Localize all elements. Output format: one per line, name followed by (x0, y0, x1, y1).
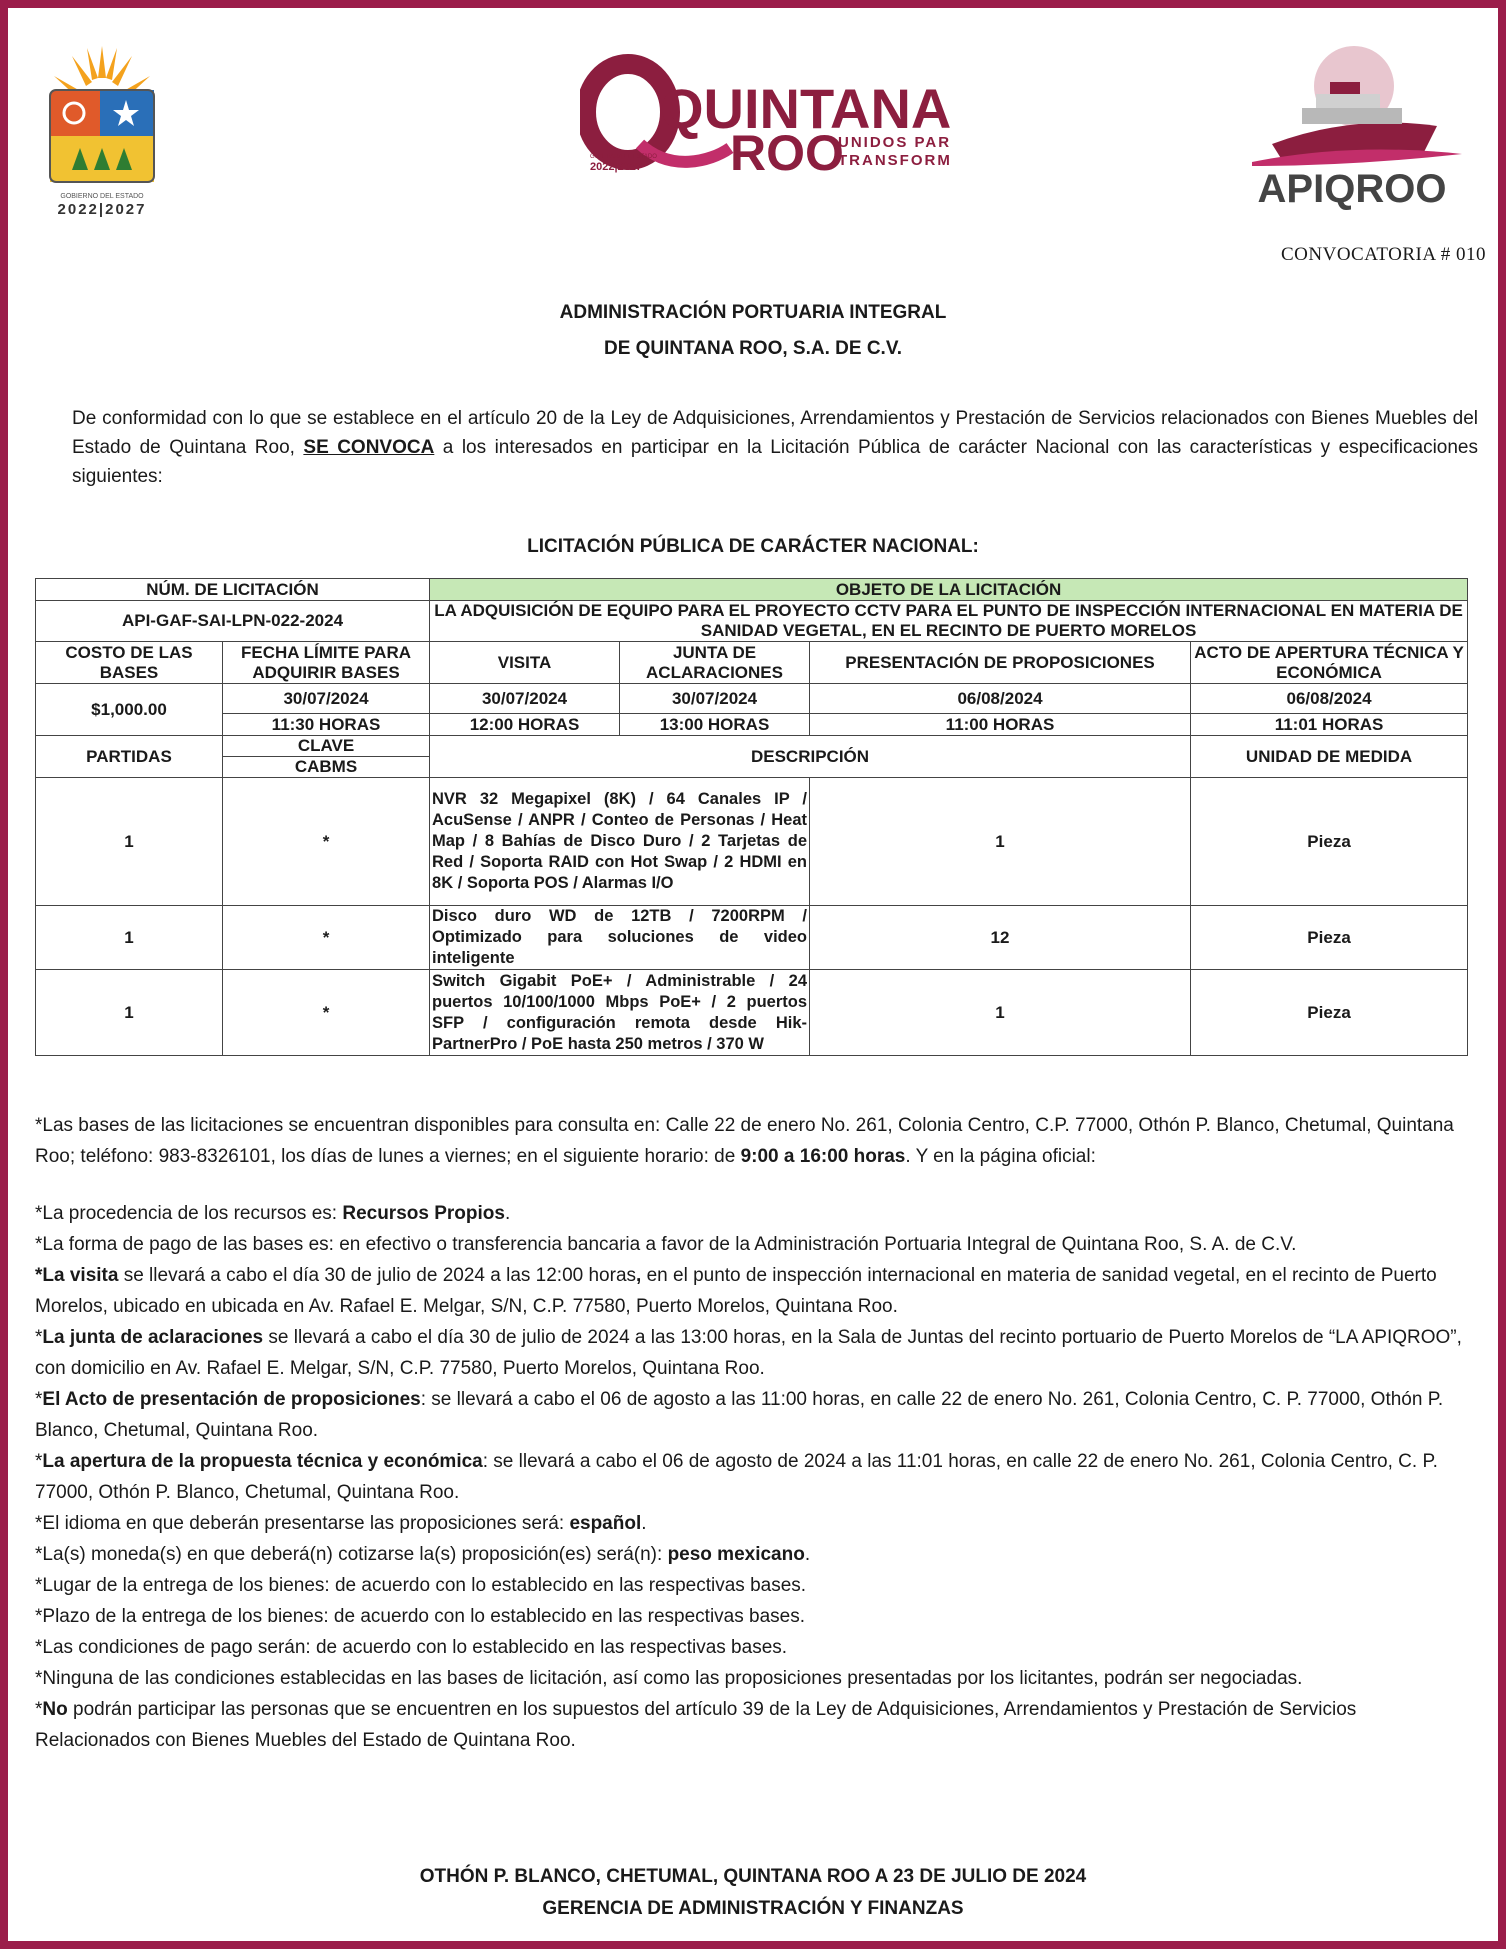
junta-hour: 13:00 HORAS (620, 714, 810, 736)
item-cantidad: 12 (810, 906, 1191, 970)
table-row (36, 778, 1468, 906)
table-row (36, 906, 1468, 970)
item-partida: 1 (36, 970, 223, 1056)
acto-hour: 11:01 HORAS (1191, 714, 1468, 736)
convocatoria-number: CONVOCATORIA # 010 (1280, 244, 1486, 265)
header-partidas: PARTIDAS (36, 736, 223, 778)
item-partida: 1 (36, 906, 223, 970)
item-partida: 1 (36, 778, 223, 906)
notes-section (35, 1110, 1475, 1756)
svg-text:APIQROO: APIQROO (1257, 167, 1447, 211)
note-lugar: *Lugar de la entrega de los bienes: de acuerdo con lo establecido en las respectivas bases. (35, 1575, 807, 1596)
svg-text:2022|2027: 2022|2027 (590, 161, 643, 173)
svg-text:QUINTANA: QUINTANA (660, 77, 950, 140)
junta-date: 30/07/2024 (620, 684, 810, 714)
footer-place-date: OTHÓN P. BLANCO, CHETUMAL, QUINTANA ROO A 23 DE JULIO DE 2024 (419, 1866, 1087, 1887)
header-objeto-licitacion: OBJETO DE LA LICITACIÓN (430, 579, 1468, 601)
note-idioma: *El idioma en que deberán presentarse las proposiciones será: español. (35, 1513, 647, 1534)
se-convoca-emphasis: SE CONVOCA (303, 437, 435, 458)
header-descripcion: DESCRIPCIÓN (430, 736, 1191, 778)
item-clave: * (223, 778, 430, 906)
note-acto: *El Acto de presentación de proposiciones: se llevará a cabo el 06 de agosto a las 11:00 horas, en calle 22 de enero No. 261, Colonia Centro, C. P. 77000, Othón P. Blanco, Chetumal, Quintana Roo. (35, 1389, 1444, 1441)
header-presentacion: PRESENTACIÓN DE PROPOSICIONES (810, 642, 1191, 684)
svg-text:UNIDOS PARA: UNIDOS PAR (838, 134, 950, 151)
item-clave: * (223, 970, 430, 1056)
header-num-licitacion: NÚM. DE LICITACIÓN (36, 579, 430, 601)
quintana-roo-state-shield-icon (42, 38, 162, 218)
licitacion-number: API-GAF-SAI-LPN-022-2024 (36, 601, 430, 642)
licitacion-subtitle: LICITACIÓN PÚBLICA DE CARÁCTER NACIONAL: (527, 536, 979, 557)
header-cabms: CABMS (223, 757, 430, 778)
note-forma-pago: *La forma de pago de las bases es: en efectivo o transferencia bancaria a favor de la Administración Portuaria Integral de Quintana Roo, S. A. de C.V. (35, 1234, 1297, 1255)
note-bases: *Las bases de las licitaciones se encuentran disponibles para consulta en: Calle 22 de enero No. 261, Colonia Centro, C.P. 77000, Othón P. Blanco, Chetumal, Quintana Roo; teléfono: 983-8326101, los días de lunes a viernes; en el siguiente horario: de 9:00 a 16:00 horas. Y en la página oficial: (35, 1115, 1454, 1167)
licitacion-object: LA ADQUISICIÓN DE EQUIPO PARA EL PROYECTO CCTV PARA EL PUNTO DE INSPECCIÓN INTERNACIONAL EN MATERIA DE SANIDAD VEGETAL, EN EL RECINTO DE PUERTO MORELOS (430, 601, 1468, 642)
fecha-date: 30/07/2024 (223, 684, 430, 714)
footer-department: GERENCIA DE ADMINISTRACIÓN Y FINANZAS (542, 1898, 964, 1919)
item-descripcion: Disco duro WD de 12TB / 7200RPM / Optimizado para soluciones de video inteligente (430, 906, 810, 970)
item-descripcion: Switch Gigabit PoE+ / Administrable / 24 puertos 10/100/1000 Mbps PoE+ / 2 puertos SFP / configuración remota desde Hik-PartnerPro / PoE hasta 250 metros / 370 W (430, 970, 810, 1056)
apiqroo-logo (1232, 34, 1472, 212)
table-row (36, 970, 1468, 1056)
header-visita: VISITA (430, 642, 620, 684)
note-moneda: *La(s) moneda(s) en que deberá(n) cotizarse la(s) proposición(es) será(n): peso mexicano. (35, 1544, 811, 1565)
fecha-hour: 11:30 HORAS (223, 714, 430, 736)
state-shield-logo (42, 38, 162, 218)
svg-text:GOB. PARA EL ESTADO: GOB. PARA EL ESTADO (590, 154, 657, 160)
item-clave: * (223, 906, 430, 970)
visita-hour: 12:00 HORAS (430, 714, 620, 736)
item-descripcion: NVR 32 Megapixel (8K) / 64 Canales IP / AcuSense / ANPR / Conteo de Personas / Heat Map / 8 Bahías de Disco Duro / 2 Tarjetas de Red / Soporta RAID con Hot Swap / 2 HDMI en 8K / Soporta POS / Alarmas I/O (430, 778, 810, 906)
note-plazo: *Plazo de la entrega de los bienes: de acuerdo con lo establecido en las respectivas bases. (35, 1606, 805, 1627)
note-apertura: *La apertura de la propuesta técnica y económica: se llevará a cabo el 06 de agosto de 2024 a las 11:01 horas, en calle 22 de enero No. 261, Colonia Centro, C. P. 77000, Othón P. Blanco, Chetumal, Quintana Roo. (35, 1451, 1438, 1503)
presentacion-hour: 11:00 HORAS (810, 714, 1191, 736)
presentacion-date: 06/08/2024 (810, 684, 1191, 714)
note-procedencia: *La procedencia de los recursos es: Recursos Propios. (35, 1203, 511, 1224)
org-name-line1: ADMINISTRACIÓN PORTUARIA INTEGRAL (559, 302, 947, 323)
svg-text:2022|2027: 2022|2027 (57, 201, 147, 218)
visita-date: 30/07/2024 (430, 684, 620, 714)
svg-text:ROO: ROO (730, 125, 844, 178)
item-unidad: Pieza (1191, 906, 1468, 970)
header-clave: CLAVE (223, 736, 430, 757)
note-no-participar: *No podrán participar las personas que se encuentren en los supuestos del artículo 39 de la Ley de Adquisiciones, Arrendamientos y Prestación de Servicios Relacionados con Bienes Muebles del Estado de Quintana Roo. (35, 1699, 1357, 1751)
note-ninguna: *Ninguna de las condiciones establecidas en las bases de licitación, así como las proposiciones presentadas por los licitantes, podrán ser negociadas. (35, 1668, 1303, 1689)
svg-text:TRANSFORMAR: TRANSFORM (838, 152, 950, 169)
costo-value: $1,000.00 (36, 684, 223, 736)
quintana-roo-logo (580, 52, 950, 178)
item-unidad: Pieza (1191, 970, 1468, 1056)
header-acto-apertura: ACTO DE APERTURA TÉCNICA Y ECONÓMICA (1191, 642, 1468, 684)
header-unidad: UNIDAD DE MEDIDA (1191, 736, 1468, 778)
licitacion-table (35, 578, 1468, 1056)
svg-text:GOBIERNO DEL ESTADO: GOBIERNO DEL ESTADO (60, 193, 144, 200)
item-unidad: Pieza (1191, 778, 1468, 906)
acto-date: 06/08/2024 (1191, 684, 1468, 714)
item-cantidad: 1 (810, 970, 1191, 1056)
header-junta: JUNTA DE ACLARACIONES (620, 642, 810, 684)
header-fecha-limite: FECHA LÍMITE PARA ADQUIRIR BASES (223, 642, 430, 684)
intro-paragraph: De conformidad con lo que se establece en el artículo 20 de la Ley de Adquisiciones, Arrendamientos y Prestación de Servicios relacionados con Bienes Muebles del Estado de Quintana Roo, SE CONVOCA a los interesados en participar en la Licitación Pública de carácter Nacional con las características y especificaciones siguientes: (72, 408, 1479, 487)
header-costo: COSTO DE LAS BASES (36, 642, 223, 684)
note-visita: *La visita se llevará a cabo el día 30 de julio de 2024 a las 12:00 horas, en el punto de inspección internacional en materia de sanidad vegetal, en el recinto de Puerto Morelos, ubicado en ubicada en Av. Rafael E. Melgar, S/N, C.P. 77580, Puerto Morelos, Quintana Roo. (35, 1265, 1437, 1317)
item-cantidad: 1 (810, 778, 1191, 906)
cruise-ship-icon (1252, 46, 1462, 166)
note-junta: *La junta de aclaraciones se llevará a cabo el día 30 de julio de 2024 a las 13:00 horas, en la Sala de Juntas del recinto portuario de Puerto Morelos de “LA APIQROO”, con domicilio en Av. Rafael E. Melgar, S/N, C.P. 77580, Puerto Morelos, Quintana Roo. (35, 1327, 1462, 1379)
note-condiciones: *Las condiciones de pago serán: de acuerdo con lo establecido en las respectivas bases. (35, 1637, 788, 1658)
org-name-line2: DE QUINTANA ROO, S.A. DE C.V. (603, 338, 903, 359)
